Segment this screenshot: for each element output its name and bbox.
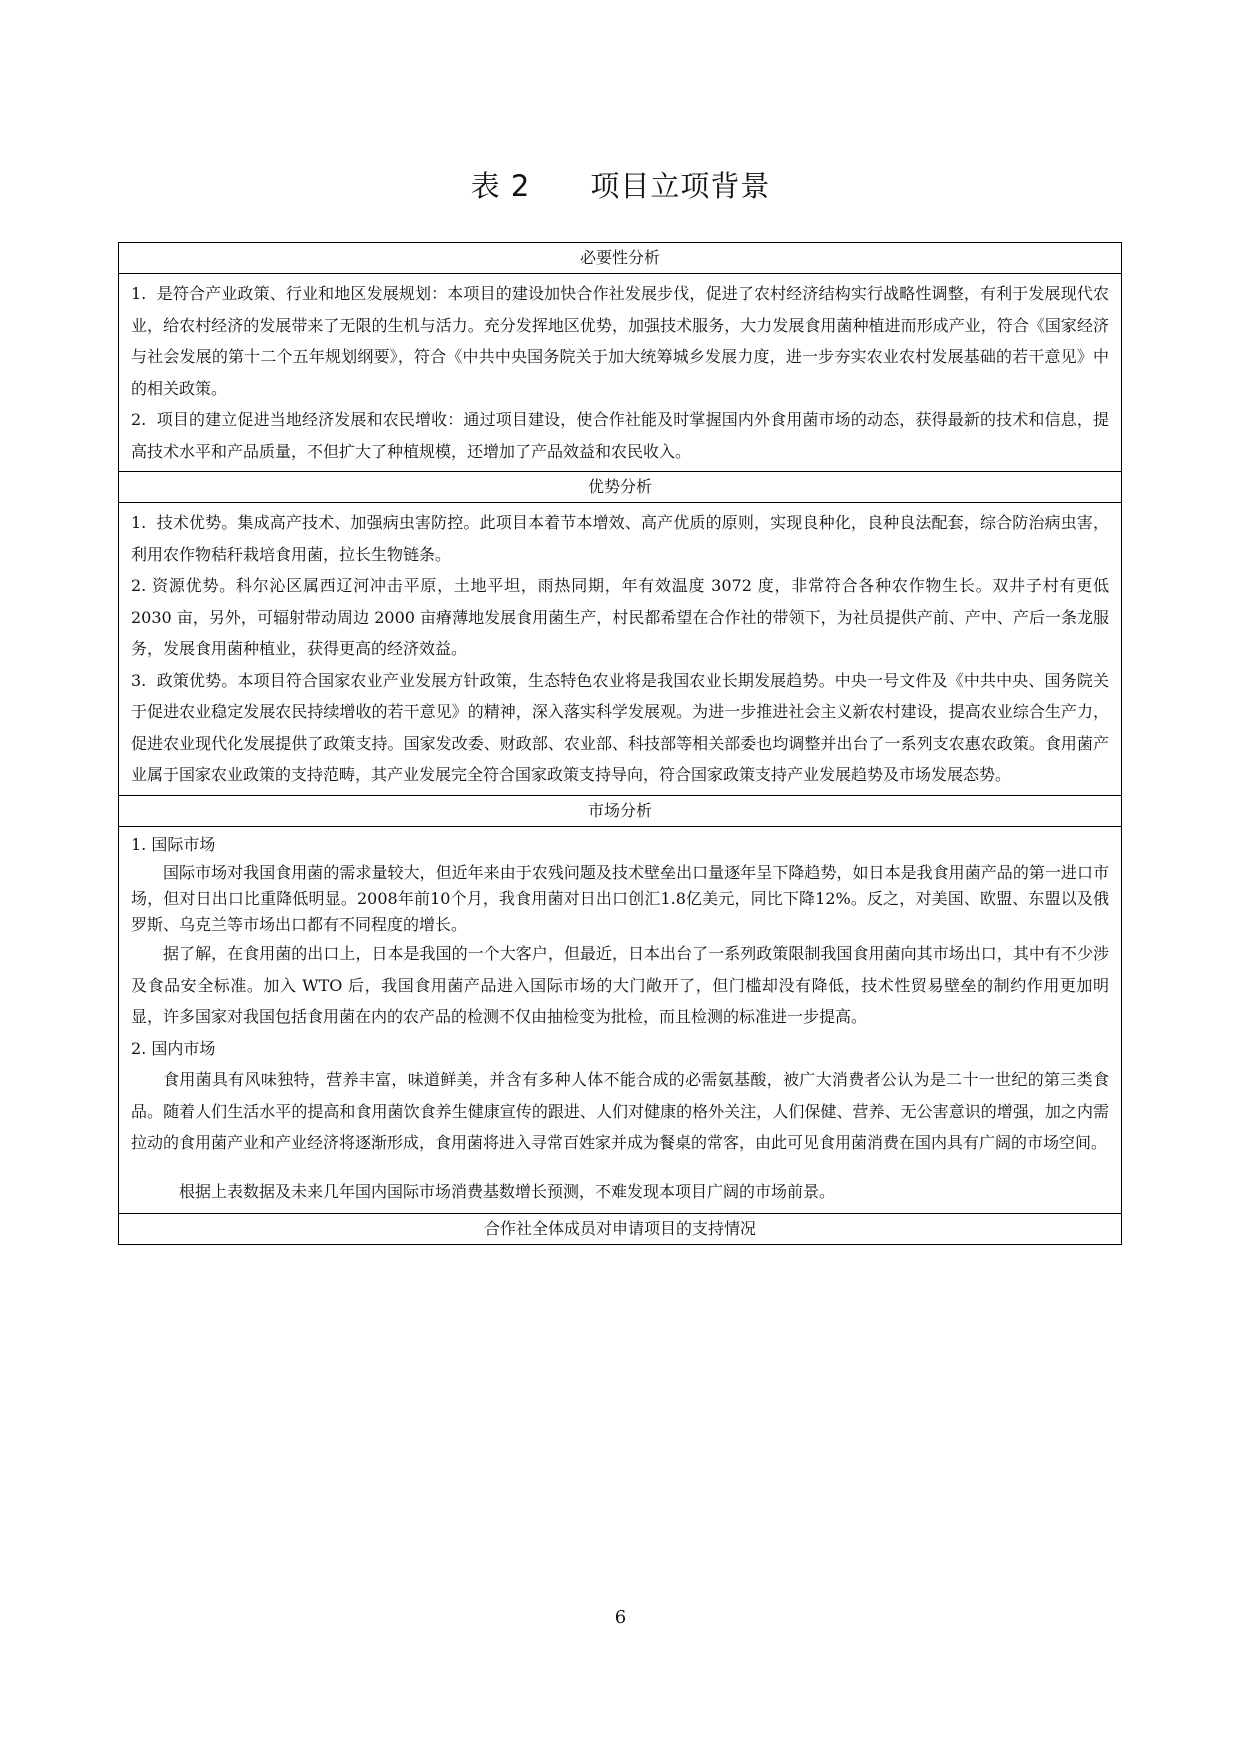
advantage-header: 优势分析 [119,472,1122,503]
table-title [0,164,1241,205]
advantage-content-row [119,503,1122,796]
necessity-paragraph-2: 2. 项目的建立促进当地经济发展和农民增收：通过项目建设，使合作社能及时掌握国内外食用菌市场的动态，获得最新的技术和信息，提高技术水平和产品质量，不但扩大了种植规模，还增加了产品效益和农民收入。 [131,410,1109,461]
support-header-row [119,1214,1122,1245]
domestic-market-paragraph: 食用菌具有风味独特，营养丰富，味道鲜美，并含有多种人体不能合成的必需氨基酸，被广大消费者公认为是二十一世纪的第三类食品。随着人们生活水平的提高和食用菌饮食养生健康宣传的跟进、人们对健康的格外关注，人们保健、营养、无公害意识的增强，加之内需拉动的食用菌产业和产业经济将逐渐形成，食用菌将进入寻常百姓家并成为餐桌的常客，由此可见食用菌消费在国内具有广阔的市场空间。 [131,1070,1109,1152]
necessity-paragraph-1: 1. 是符合产业政策、行业和地区发展规划：本项目的建设加快合作社发展步伐，促进了农村经济结构实行战略性调整，有利于发展现代农业，给农村经济的发展带来了无限的生机与活力。充分发挥地区优势，加强技术服务，大力发展食用菌种植进而形成产业，符合《国家经济与社会发展的第十二个五年规划纲要》，符合《中共中央国务院关于加大统筹城乡发展力度，进一步夯实农业农村发展基础的若干意见》中的相关政策。 [131,284,1109,398]
market-closing-sentence: 根据上表数据及未来几年国内国际市场消费基数增长预测，不难发现本项目广阔的市场前景。 [179,1181,836,1201]
advantage-paragraph-1: 1. 技术优势。集成高产技术、加强病虫害防控。此项目本着节本增效、高产优质的原则，实现良种化，良种良法配套，综合防治病虫害，利用农作物秸秆栽培食用菌，拉长生物链条。 [131,513,1109,564]
page-number: 6 [614,1607,627,1628]
market-header-row [119,795,1122,826]
necessity-content-row [119,274,1122,472]
advantage-paragraph-3: 3. 政策优势。本项目符合国家农业产业发展方针政策，生态特色农业将是我国农业长期发展趋势。中央一号文件及《中共中央、国务院关于促进农业稳定发展农民持续增收的若干意见》的精神，深入落实科学发展观。为进一步推进社会主义新农村建设，提高农业综合生产力，促进农业现代化发展提供了政策支持。国家发改委、财政部、农业部、科技部等相关部委也均调整并出台了一系列支农惠农政策。食用菌产业属于国家农业政策的支持范畴，其产业发展完全符合国家政策支持导向，符合国家政策支持产业发展趋势及市场发展态势。 [131,670,1109,784]
necessity-header: 必要性分析 [119,243,1122,274]
international-market-paragraph-2: 据了解，在食用菌的出口上，日本是我国的一个大客户，但最近，日本出台了一系列政策限制我国食用菌向其市场出口，其中有不少涉及食品安全标准。加入 WTO 后，我国食用菌产品进入国际市场的大门敞开了，但门槛却没有降低，技术性贸易壁垒的制约作用更加明显，许多国家对我国包括食用菌在内的农产品的检测不仅由抽检变为批检，而且检测的标准进一步提高。 [131,944,1109,1026]
project-background-table [118,242,1122,1245]
international-market-paragraph-1: 国际市场对我国食用菌的需求量较大，但近年来由于农残问题及技术壁垒出口量逐年呈下降趋势，如日本是我食用菌产品的第一进口市场，但对日出口比重降低明显。2008年前10个月，我食用菌对日出口创汇1.8亿美元，同比下降12%。反之，对美国、欧盟、东盟以及俄罗斯、乌克兰等市场出口都有不同程度的增长。 [131,863,1109,934]
international-market-title: 1. 国际市场 [131,834,216,854]
support-header: 合作社全体成员对申请项目的支持情况 [119,1214,1122,1245]
market-content-row [119,826,1122,1214]
advantage-header-row [119,472,1122,503]
table-caption: 项目立项背景 [590,169,771,203]
necessity-header-row [119,243,1122,274]
table-number: 表 2 [470,169,531,203]
market-header: 市场分析 [119,795,1122,826]
advantage-paragraph-2: 2. 资源优势。科尔沁区属西辽河冲击平原，土地平坦，雨热同期，年有效温度 3072 度，非常符合各种农作物生长。双井子村有更低 2030 亩，另外，可辐射带动周边 2000 亩瘠薄地发展食用菌生产，村民都希望在合作社的带领下，为社员提供产前、产中、产后一条龙服务，发展食用菌种植业，获得更高的经济效益。 [131,576,1115,658]
domestic-market-title: 2. 国内市场 [131,1038,216,1058]
